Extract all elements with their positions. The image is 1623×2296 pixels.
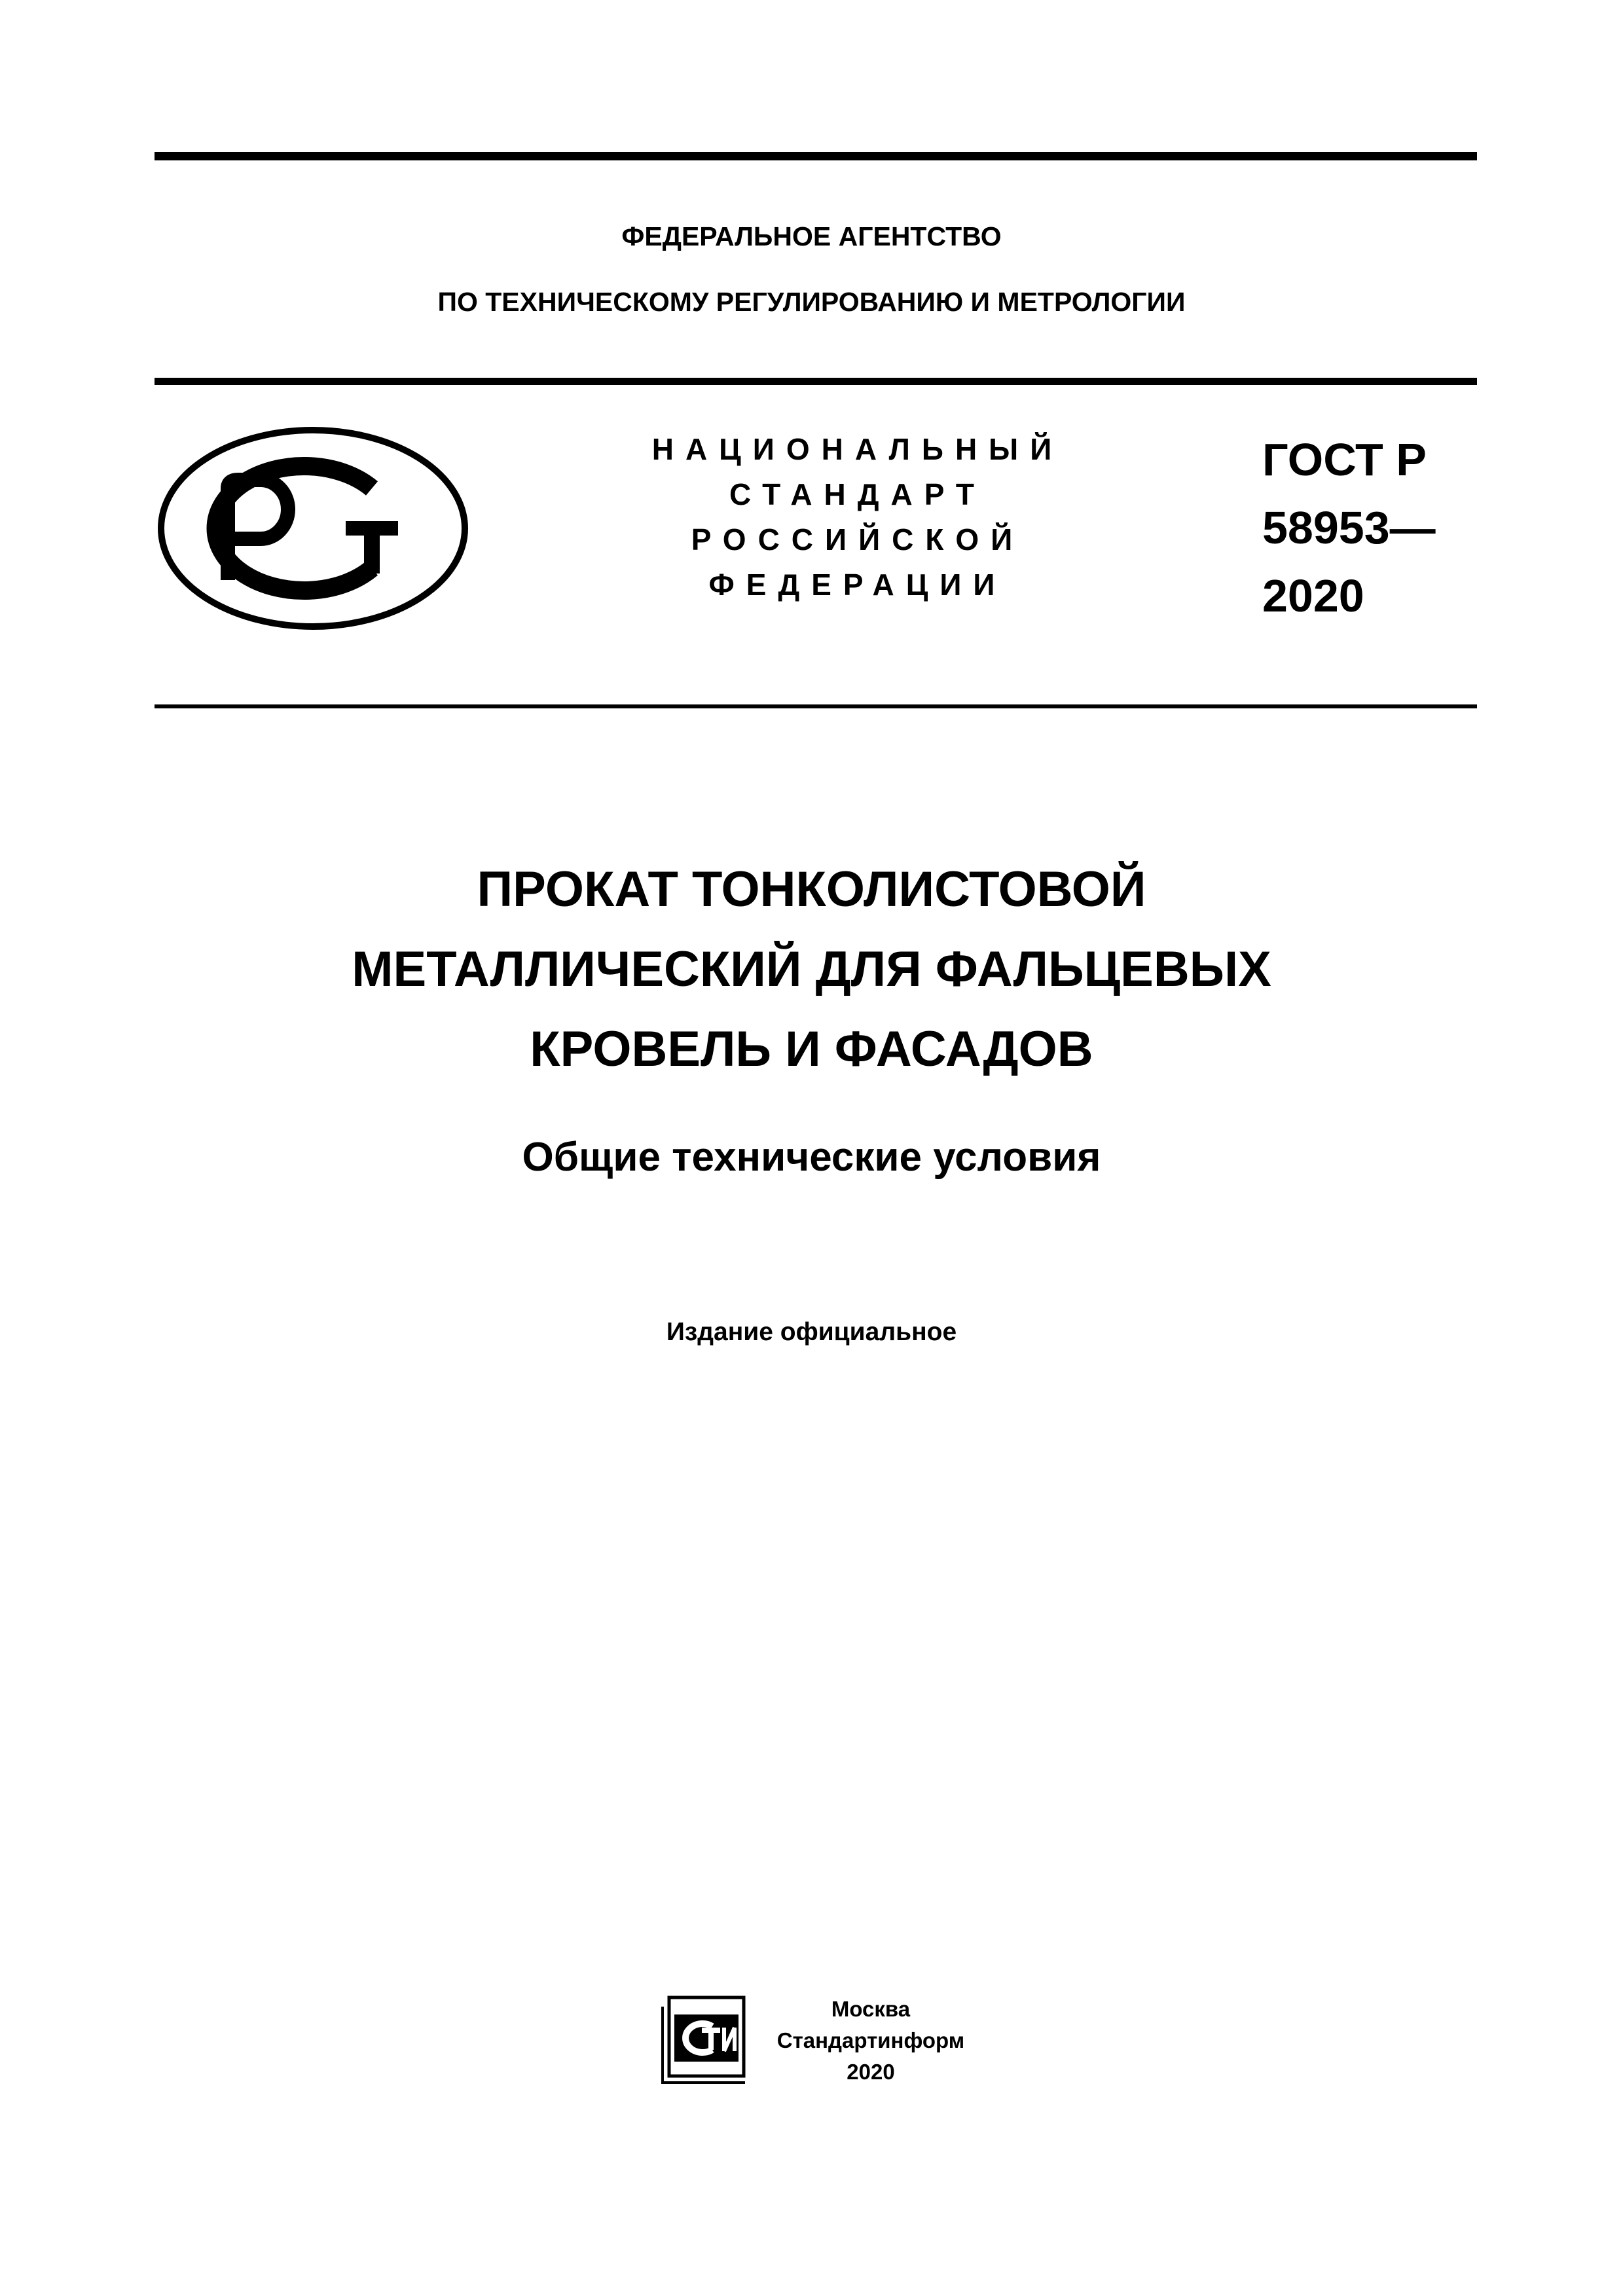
imprint-year: 2020 bbox=[847, 2060, 895, 2084]
middle-rule bbox=[155, 378, 1477, 385]
standard-number-line: ГОСТ Р bbox=[1262, 434, 1427, 485]
imprint bbox=[766, 1994, 976, 2088]
standard-type-line: ФЕДЕРАЦИИ bbox=[708, 568, 1007, 602]
standard-type-line: НАЦИОНАЛЬНЫЙ bbox=[651, 432, 1064, 466]
edition-label: Издание официальное bbox=[666, 1318, 957, 1346]
document-title-line: МЕТАЛЛИЧЕСКИЙ ДЛЯ ФАЛЬЦЕВЫХ bbox=[352, 941, 1271, 997]
standartinform-logo-icon bbox=[655, 1994, 753, 2086]
document-subtitle: Общие технические условия bbox=[522, 1135, 1101, 1180]
document-title bbox=[0, 850, 1623, 1089]
lower-rule bbox=[155, 704, 1477, 708]
top-rule bbox=[155, 152, 1477, 160]
imprint-publisher: Стандартинформ bbox=[776, 2028, 965, 2052]
document-title-line: КРОВЕЛЬ И ФАСАДОВ bbox=[530, 1021, 1093, 1077]
standard-number bbox=[1262, 426, 1478, 630]
agency-name-line-1: ФЕДЕРАЛЬНОЕ АГЕНТСТВО bbox=[621, 221, 1002, 251]
rst-conformity-mark-icon bbox=[156, 426, 470, 630]
standard-type-line: РОССИЙСКОЙ bbox=[691, 522, 1025, 556]
agency-name-line-2: ПО ТЕХНИЧЕСКОМУ РЕГУЛИРОВАНИЮ И МЕТРОЛОГИИ bbox=[437, 287, 1186, 317]
document-title-line: ПРОКАТ ТОНКОЛИСТОВОЙ bbox=[477, 862, 1146, 917]
standard-type-line: СТАНДАРТ bbox=[729, 477, 986, 511]
standard-type bbox=[570, 427, 1146, 608]
imprint-city: Москва bbox=[831, 1997, 911, 2021]
standard-number-line: 58953— bbox=[1262, 502, 1436, 553]
standard-number-line: 2020 bbox=[1262, 570, 1364, 621]
